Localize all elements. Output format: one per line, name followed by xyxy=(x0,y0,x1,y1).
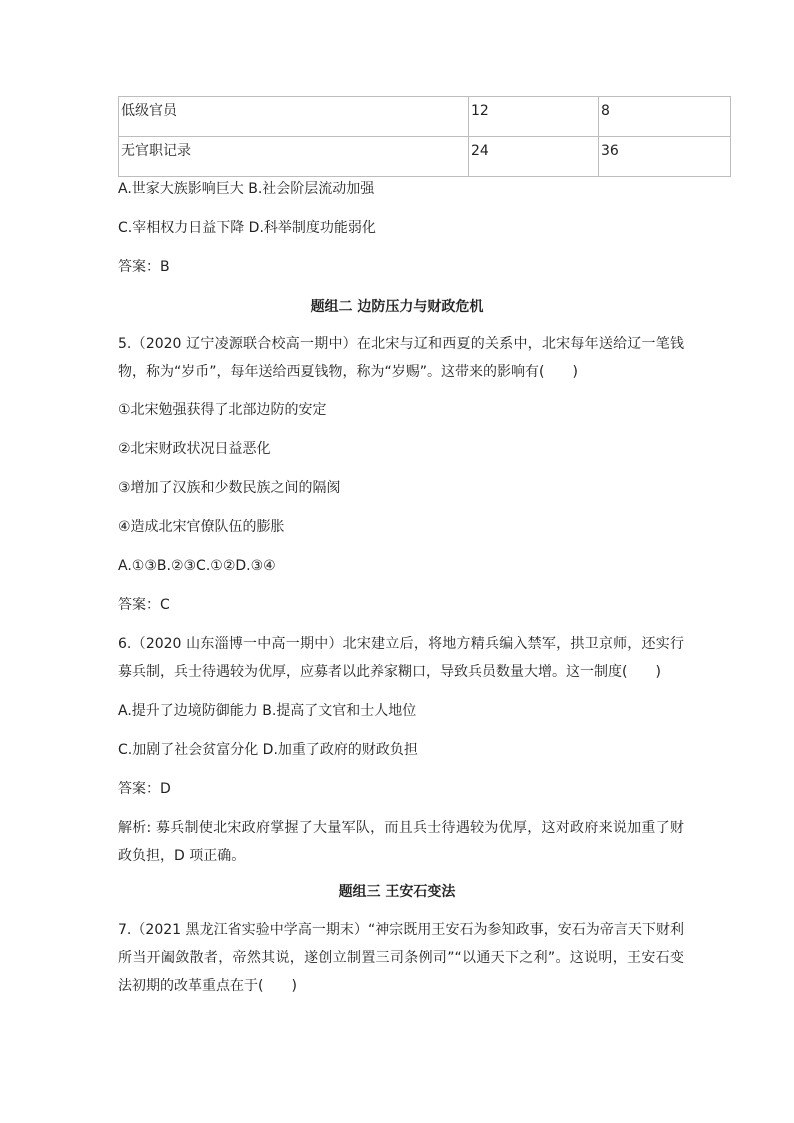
q4-options-cd: C.宰相权力日益下降 D.科举制度功能弱化 xyxy=(118,220,376,236)
q5-options: A.①③B.②③C.①②D.③④ xyxy=(118,558,276,574)
table-cell: 8 xyxy=(599,97,731,137)
table-cell: 无官职记录 xyxy=(119,137,469,177)
q5-item-2: ②北宋财政状况日益恶化 xyxy=(118,441,271,457)
q6-stem: 6.（2020 山东淄博一中高一期中）北宋建立后，将地方精兵编入禁军，拱卫京师，还实行募兵制，兵士待遇较为优厚，应募者以此养家糊口，导致兵员数量大增。这一制度( ) xyxy=(118,636,684,680)
q6-options-cd: C.加剧了社会贫富分化 D.加重了政府的财政负担 xyxy=(118,742,418,758)
group3-heading: 题组三 王安石变法 xyxy=(338,884,456,900)
table-cell: 12 xyxy=(469,97,599,137)
table-row xyxy=(119,97,731,137)
q5-answer: 答案：C xyxy=(118,597,170,613)
q5-stem: 5.（2020 辽宁凌源联合校高一期中）在北宋与辽和西夏的关系中，北宋每年送给辽一笔钱物，称为“岁币”，每年送给西夏钱物，称为“岁赐”。这带来的影响有( ) xyxy=(118,336,684,380)
table-cell: 低级官员 xyxy=(119,97,469,137)
q5-item-1: ①北宋勉强获得了北部边防的安定 xyxy=(118,402,327,418)
table-cell: 36 xyxy=(599,137,731,177)
q5-item-4: ④造成北宋官僚队伍的膨胀 xyxy=(118,519,285,535)
q7-stem: 7.（2021 黑龙江省实验中学高一期末）“神宗既用王安石为参知政事，安石为帝言天下财利所当开阖敛散者，帝然其说，遂创立制置三司条例司”“以通天下之利”。这说明，王安石变法初期的改革重点在于( ) xyxy=(118,922,684,994)
q6-answer: 答案：D xyxy=(118,781,171,797)
q5-item-3: ③增加了汉族和少数民族之间的隔阂 xyxy=(118,480,341,496)
table-cell: 24 xyxy=(469,137,599,177)
data-table xyxy=(118,96,731,177)
table-row xyxy=(119,137,731,177)
group2-heading: 题组二 边防压力与财政危机 xyxy=(310,299,484,315)
q6-options-ab: A.提升了边境防御能力 B.提高了文官和士人地位 xyxy=(118,703,417,719)
q4-options-ab: A.世家大族影响巨大 B.社会阶层流动加强 xyxy=(118,181,375,197)
q6-analysis: 解析: 募兵制使北宋政府掌握了大量军队，而且兵士待遇较为优厚，这对政府来说加重了财政负担，D 项正确。 xyxy=(118,820,684,864)
q4-answer: 答案：B xyxy=(118,259,170,275)
